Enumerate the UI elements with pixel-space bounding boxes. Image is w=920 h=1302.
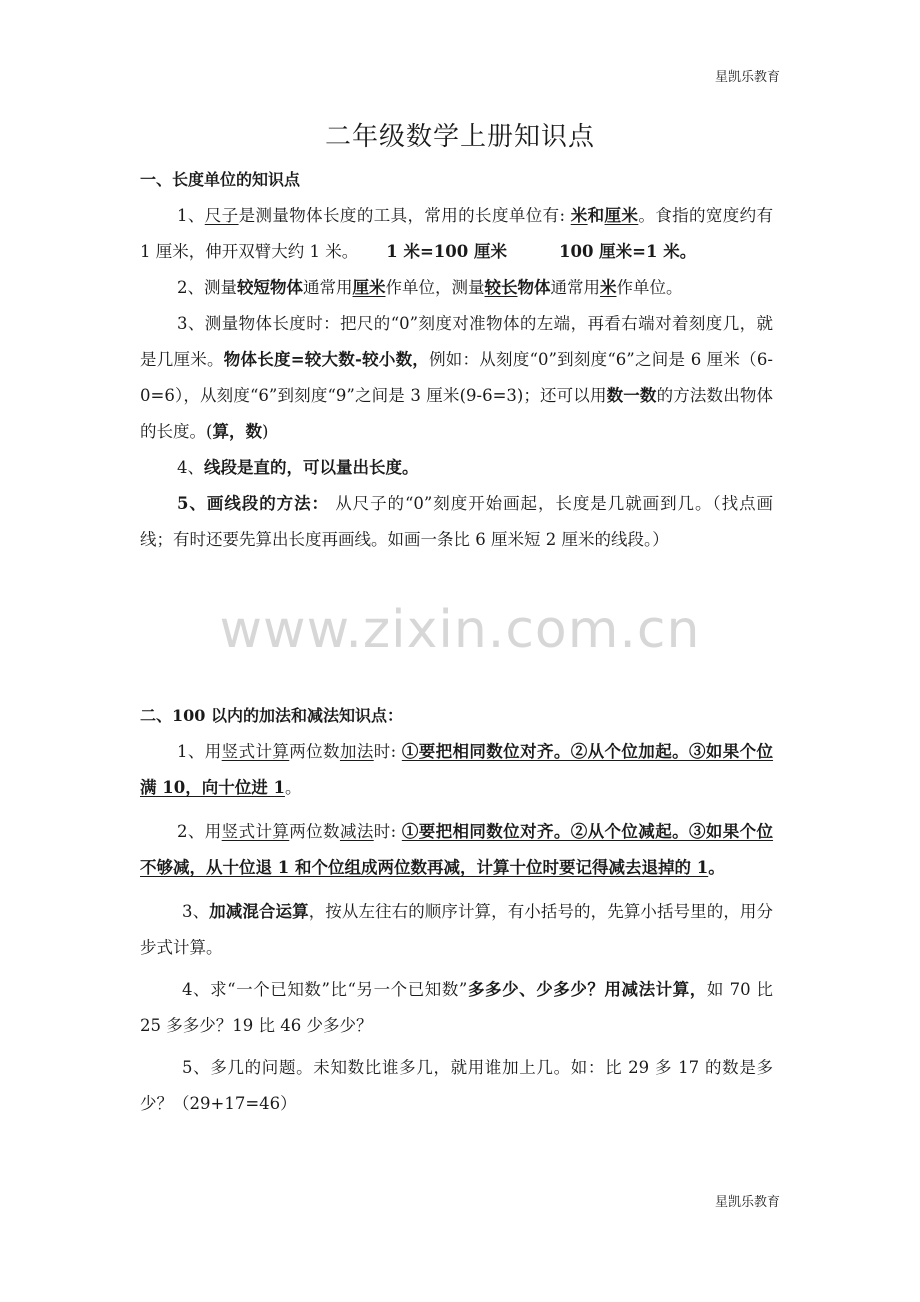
underlined-term: 米 bbox=[600, 278, 617, 297]
bold-text: 1 米=100 厘米 bbox=[386, 242, 507, 261]
text: 1、用 bbox=[177, 742, 222, 761]
footer-note: 星凯乐教育 bbox=[714, 1195, 780, 1210]
bold-text: 算，数 bbox=[212, 422, 262, 441]
text: 5、多几的问题。未知数比谁多几，就用谁加上几。如：比 29 多 17 的数是多少？（29+17=46） bbox=[140, 1058, 773, 1113]
underlined-rule: ①要把相同数位对齐。②从个位减起。③如果个位不够减，从十位退 1 和个位组成两位数再减，计算十位时要记得减去退掉的 1 bbox=[140, 822, 774, 877]
text: 。食指的宽度约有 1 厘米，伸开双臂大约 1 米。 bbox=[140, 206, 774, 261]
underlined-term: 竖式计算 bbox=[221, 822, 290, 841]
text: 3、测量物体长度时：把尺的“0”刻度对准物体的左端，再看右端对着刻度几，就是几厘米。 bbox=[140, 314, 773, 369]
text: ，按从左往右的顺序计算，有小括号的，先算小括号里的，用分步式计算。 bbox=[140, 902, 774, 957]
paragraph-item-2 bbox=[140, 270, 773, 306]
underlined-term: 尺子 bbox=[204, 206, 239, 225]
bold-text: 数一数 bbox=[606, 386, 657, 405]
section-heading: 二、100 以内的加法和减法知识点： bbox=[140, 706, 403, 725]
text: 是测量物体长度的工具，常用的长度单位有: bbox=[238, 206, 571, 225]
text: 两位数 bbox=[289, 822, 340, 841]
bold-text: 较短物体 bbox=[237, 278, 303, 297]
section-heading: 一、长度单位的知识点 bbox=[140, 170, 301, 189]
paragraph-item-1 bbox=[140, 198, 773, 270]
text: 作单位。 bbox=[616, 278, 683, 297]
underlined-term: 竖式计算 bbox=[221, 742, 290, 761]
underlined-rule: ①要把相同数位对齐。②从个位加起。③如果个位满 10，向十位进 1 bbox=[140, 742, 774, 797]
text: 4、 bbox=[177, 458, 204, 477]
section-length-units bbox=[140, 162, 773, 558]
text: 3、 bbox=[182, 902, 210, 921]
text: 4、求“一个已知数”比“另一个已知数” bbox=[182, 980, 468, 999]
bold-text: 。 bbox=[708, 858, 725, 877]
text: 两位数 bbox=[289, 742, 340, 761]
underlined-term: 米 bbox=[570, 206, 588, 225]
underlined-term: 加法 bbox=[339, 742, 374, 761]
underlined-term: 厘米 bbox=[352, 278, 386, 297]
paragraph-item-5 bbox=[140, 486, 773, 558]
paragraph-item-5 bbox=[140, 1050, 773, 1122]
text: ) bbox=[261, 422, 269, 441]
text: 。 bbox=[284, 778, 302, 797]
text: 通常用 bbox=[303, 278, 353, 297]
bold-text: 5、画线段的方法： bbox=[177, 494, 329, 513]
bold-text: 加减混合运算 bbox=[209, 902, 309, 921]
bold-text: 多多少、少多少？用减法计算， bbox=[467, 980, 707, 999]
page-title: 二年级数学上册知识点 bbox=[324, 122, 595, 152]
text: 2、测量 bbox=[177, 278, 237, 297]
section-addition-subtraction bbox=[140, 698, 773, 1122]
text: 2、用 bbox=[177, 822, 222, 841]
text: 作单位，测量 bbox=[385, 278, 485, 297]
underlined-term: 较长 bbox=[484, 278, 518, 297]
text: 例如：从刻度“0”到刻度“6”之间是 6 厘米（6-0=6），从刻度“6”到刻度“9”之间是 3 厘米(9-6=3)；还可以用 bbox=[140, 350, 773, 405]
watermark: www.zixin.com.cn bbox=[219, 600, 701, 660]
bold-text: 和 bbox=[587, 206, 605, 225]
underlined-term: 减法 bbox=[339, 822, 374, 841]
bold-text: 线段是直的，可以量出长度。 bbox=[204, 458, 419, 477]
paragraph-item-4 bbox=[140, 450, 773, 486]
text: 的方法数出物体的长度。( bbox=[140, 386, 774, 441]
bold-text: 物体长度=较大数-较小数， bbox=[223, 350, 430, 369]
bold-text: 100 厘米=1 米。 bbox=[558, 242, 697, 261]
paragraph-item-2 bbox=[140, 814, 773, 886]
header-note: 星凯乐教育 bbox=[714, 70, 780, 85]
paragraph-item-4 bbox=[140, 972, 773, 1044]
paragraph-item-3 bbox=[140, 894, 773, 966]
text: 通常用 bbox=[550, 278, 600, 297]
text: 1、 bbox=[177, 206, 205, 225]
underlined-term: 厘米 bbox=[604, 206, 639, 225]
text: 时: bbox=[373, 742, 402, 761]
paragraph-item-3 bbox=[140, 306, 773, 450]
text: 时: bbox=[373, 822, 402, 841]
paragraph-item-1 bbox=[140, 734, 773, 806]
text: 如 70 比 25 多多少？19 比 46 少多少？ bbox=[140, 980, 773, 1035]
text: 从尺子的“0”刻度开始画起，长度是几就画到几。（找点画线；有时还要先算出长度再画线。如画一条比 6 厘米短 2 厘米的线段。） bbox=[140, 494, 774, 549]
bold-text: 物体 bbox=[517, 278, 551, 297]
